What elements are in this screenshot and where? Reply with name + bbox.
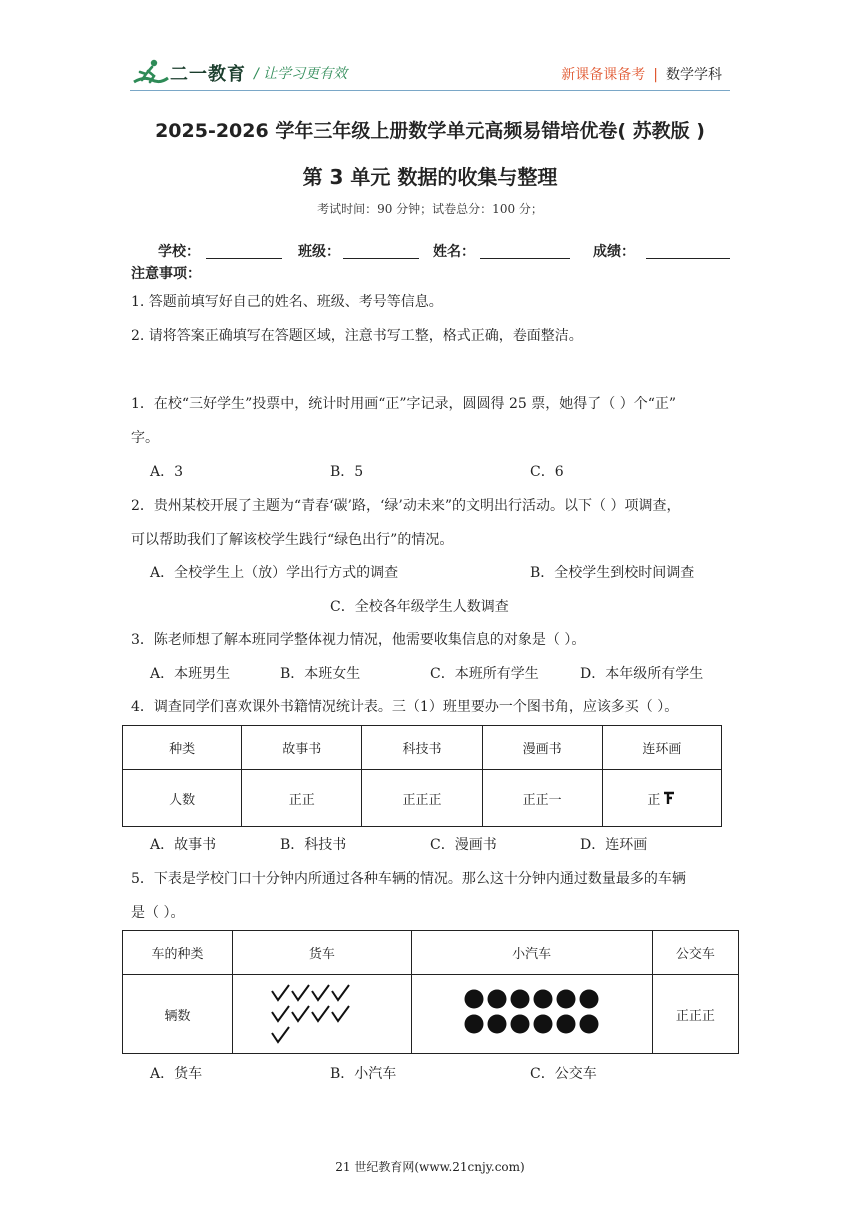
truck-checks-cell [233,975,411,1054]
car-dot-icon [464,1015,483,1034]
header-divider [130,90,730,91]
table-header-cell: 公交车 [652,931,738,975]
check-mark-icon [332,1006,349,1021]
header-subject: 数学学科 [666,67,722,83]
question-5-line1: 5．下表是学校门口十分钟内所通过各种车辆的情况。那么这十分钟内通过数量最多的车辆 [131,871,686,887]
name-blank[interactable] [480,258,570,259]
car-dot-icon [556,990,575,1009]
class-label: 班级： [298,244,340,260]
q4-option-b[interactable]: B．科技书 [280,837,347,853]
question-1-line2: 字。 [131,430,159,446]
table-cell [602,770,721,827]
car-dot-icon [579,1015,598,1034]
runner-logo-icon [130,58,170,88]
q5-option-a[interactable]: A．货车 [150,1066,203,1082]
unit-title: 第 3 单元 数据的收集与整理 [302,165,558,189]
school-blank[interactable] [206,258,282,259]
car-dots-cell [411,975,652,1054]
logo-text: 二一教育 [170,64,246,85]
check-mark-icon [312,1006,329,1021]
table-cell: 正正正 [362,770,482,827]
table-header-cell: 种类 [123,726,242,770]
q3-option-a[interactable]: A．本班男生 [150,666,231,682]
q3-option-d[interactable]: D．本年级所有学生 [580,666,704,682]
question-2-line1: 2．贵州某校开展了主题为“青春‘碳’路，‘绿’动未来”的文明出行活动。以下（ ）项调查， [131,498,681,514]
check-mark-icon [272,985,289,1000]
score-label: 成绩： [593,244,635,260]
table-cell: 辆数 [123,975,233,1054]
header-right-label: 新课备课备考 [561,67,646,83]
car-dot-icon [556,1015,575,1034]
car-dot-marks [462,987,602,1037]
notice-item: 2. 请将答案正确填写在答题区域，注意书写工整，格式正确，卷面整洁。 [131,328,583,344]
q4-option-a[interactable]: A．故事书 [150,837,217,853]
table-cell: 人数 [123,770,242,827]
table-header-cell: 漫画书 [482,726,602,770]
check-mark-icon [272,1006,289,1021]
question-4: 4．调查同学们喜欢课外书籍情况统计表。三（1）班里要办一个图书角，应该多买（ ）。 [131,699,679,715]
tally-text: 正 [647,792,661,808]
car-dot-icon [533,990,552,1009]
school-label: 学校： [158,244,200,260]
slogan: / 让学习更有效 [254,66,348,82]
q1-option-c[interactable]: C．6 [530,464,564,480]
check-mark-icon [292,985,309,1000]
header-separator: | [653,67,658,83]
car-dot-icon [510,1015,529,1034]
table-header-cell: 小汽车 [411,931,652,975]
truck-check-marks [262,979,382,1045]
books-table [122,725,722,827]
table-cell: 正正 [242,770,362,827]
q2-option-a[interactable]: A．全校学生上（放）学出行方式的调查 [150,565,399,581]
table-header-cell: 货车 [233,931,411,975]
partial-tally-icon [662,790,676,806]
table-cell: 正正一 [482,770,602,827]
car-dot-icon [579,990,598,1009]
table-header-cell: 车的种类 [123,931,233,975]
check-mark-icon [312,985,329,1000]
question-2-line2: 可以帮助我们了解该校学生践行“绿色出行”的情况。 [131,532,454,548]
vehicles-table [122,930,739,1054]
page-title: 2025-2026 学年三年级上册数学单元高频易错培优卷( 苏教版 ) [155,120,705,142]
q5-option-b[interactable]: B．小汽车 [330,1066,397,1082]
check-mark-icon [272,1027,289,1042]
check-mark-icon [332,985,349,1000]
question-3: 3．陈老师想了解本班同学整体视力情况，他需要收集信息的对象是（ ）。 [131,632,586,648]
car-dot-icon [510,990,529,1009]
q1-option-b[interactable]: B．5 [330,464,364,480]
car-dot-icon [487,990,506,1009]
table-header-cell: 故事书 [242,726,362,770]
q1-option-a[interactable]: A．3 [150,464,184,480]
car-dot-icon [487,1015,506,1034]
notice-heading: 注意事项： [131,266,201,282]
notice-item: 1. 答题前填写好自己的姓名、班级、考号等信息。 [131,294,443,310]
score-blank[interactable] [646,258,730,259]
table-header-cell: 连环画 [602,726,721,770]
q4-option-c[interactable]: C．漫画书 [430,837,497,853]
car-dot-icon [464,990,483,1009]
q3-option-c[interactable]: C．本班所有学生 [430,666,539,682]
q4-option-d[interactable]: D．连环画 [580,837,648,853]
footer: 21 世纪教育网(www.21cnjy.com) [335,1160,525,1174]
q3-option-b[interactable]: B．本班女生 [280,666,361,682]
q2-option-b[interactable]: B．全校学生到校时间调查 [530,565,695,581]
table-cell: 正正正 [652,975,738,1054]
car-dot-icon [533,1015,552,1034]
class-blank[interactable] [343,258,419,259]
check-mark-icon [292,1006,309,1021]
q5-option-c[interactable]: C．公交车 [530,1066,597,1082]
exam-info: 考试时间：90 分钟；试卷总分：100 分； [317,202,543,216]
name-label: 姓名： [433,244,475,260]
header-right [561,64,722,84]
question-5-line2: 是（ ）。 [131,905,185,921]
table-header-cell: 科技书 [362,726,482,770]
question-1-line1: 1．在校“三好学生”投票中，统计时用画“正”字记录，圆圆得 25 票，她得了（ ）个“正” [131,396,677,412]
q2-option-c[interactable]: C．全校各年级学生人数调查 [330,599,509,615]
